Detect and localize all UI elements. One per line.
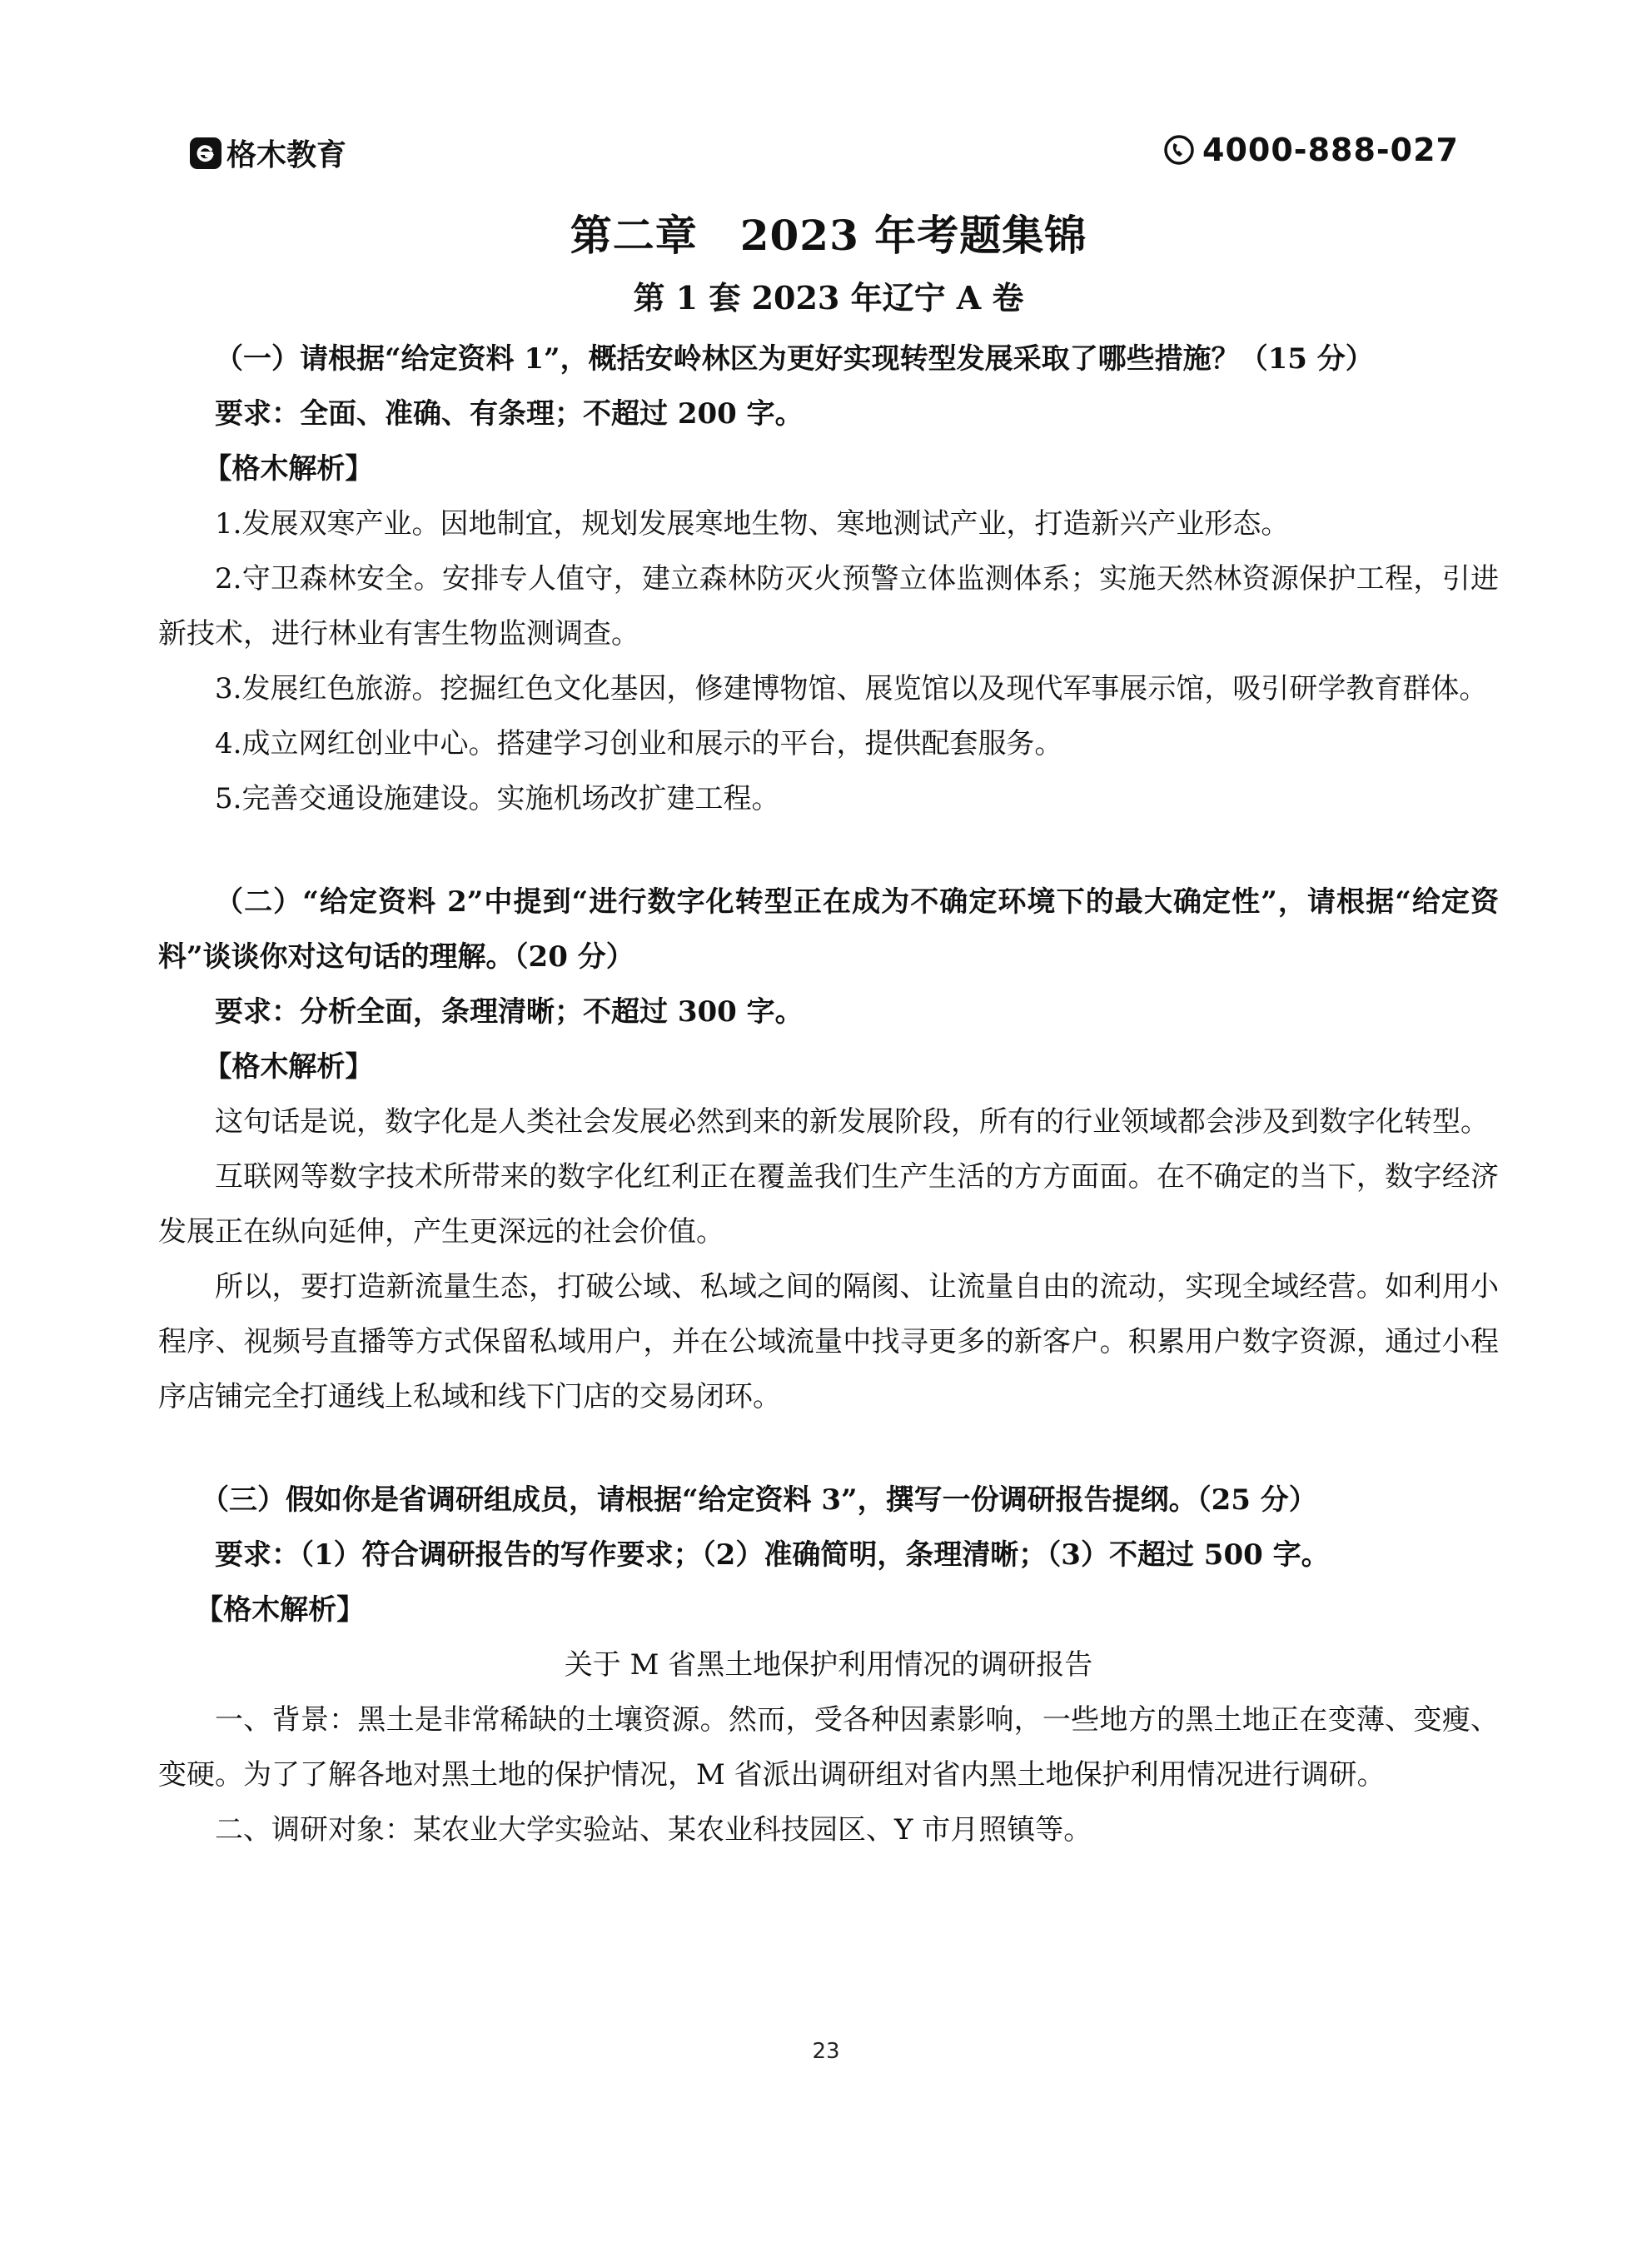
question-text: （三）假如你是省调研组成员，请根据“给定资料 3”，撰写一份调研报告提纲。（25 分） bbox=[201, 1483, 1317, 1517]
answer-paragraph: 二、调研对象：某农业大学实验站、某农业科技园区、Y 市月照镇等。 bbox=[215, 1813, 1092, 1847]
question-text: （一）请根据“给定资料 1”，概括安岭林区为更好实现转型发展采取了哪些措施？（15 分） bbox=[215, 342, 1374, 376]
section-spacer bbox=[158, 826, 1499, 875]
analysis-label: 【格木解析】 bbox=[203, 1050, 374, 1084]
phone-number: 4000-888-027 bbox=[1202, 132, 1459, 168]
page-number: 23 bbox=[812, 2039, 840, 2064]
answer-point: 1.发展双寒产业。因地制宜，规划发展寒地生物、寒地测试产业，打造新兴产业形态。 bbox=[215, 507, 1290, 541]
question-2 bbox=[158, 875, 1499, 1424]
question-requirement: 要求：分析全面，条理清晰；不超过 300 字。 bbox=[215, 995, 804, 1029]
question-requirement: 要求：全面、准确、有条理；不超过 200 字。 bbox=[215, 397, 804, 431]
brand-logo bbox=[190, 132, 346, 174]
answer-paragraph: 一、背景：黑土是非常稀缺的土壤资源。然而，受各种因素影响，一些地方的黑土地正在变薄、变瘦、变硬。为了了解各地对黑土地的保护情况，M 省派出调研组对省内黑土地保护利用情况进行调研。 bbox=[158, 1703, 1499, 1792]
answer-point: 4.成立网红创业中心。搭建学习创业和展示的平台，提供配套服务。 bbox=[215, 727, 1063, 760]
hotline bbox=[1162, 132, 1459, 168]
e-logo-icon bbox=[190, 137, 221, 169]
document-body bbox=[158, 193, 1499, 1857]
analysis-label: 【格木解析】 bbox=[195, 1593, 366, 1627]
answer-point: 5.完善交通设施建设。实施机场改扩建工程。 bbox=[215, 782, 780, 815]
answer-paragraph: 所以，要打造新流量生态，打破公域、私域之间的隔阂、让流量自由的流动，实现全域经营。如利用小程序、视频号直播等方式保留私域用户，并在公域流量中找寻更多的新客户。积累用户数字资源，通过小程序店铺完全打通线上私域和线下门店的交易闭环。 bbox=[158, 1270, 1499, 1413]
report-title: 关于 M 省黑土地保护利用情况的调研报告 bbox=[564, 1648, 1093, 1682]
answer-paragraph: 互联网等数字技术所带来的数字化红利正在覆盖我们生产生活的方方面面。在不确定的当下，数字经济发展正在纵向延伸，产生更深远的社会价值。 bbox=[158, 1160, 1499, 1249]
answer-point: 2.守卫森林安全。安排专人值守，建立森林防灭火预警立体监测体系；实施天然林资源保护工程，引进新技术，进行林业有害生物监测调查。 bbox=[158, 562, 1499, 650]
analysis-label: 【格木解析】 bbox=[203, 452, 374, 486]
section-spacer bbox=[158, 1424, 1499, 1473]
answer-paragraph: 这句话是说，数字化是人类社会发展必然到来的新发展阶段，所有的行业领域都会涉及到数字化转型。 bbox=[215, 1105, 1489, 1139]
question-requirement: 要求：（1）符合调研报告的写作要求；（2）准确简明，条理清晰；（3）不超过 500 字。 bbox=[215, 1538, 1330, 1572]
page-header bbox=[0, 0, 1652, 200]
chapter-title: 第二章 2023 年考题集锦 bbox=[570, 211, 1087, 260]
question-1 bbox=[158, 331, 1499, 826]
phone-icon bbox=[1162, 133, 1196, 167]
question-3 bbox=[158, 1473, 1499, 1857]
question-text: （二）“给定资料 2”中提到“进行数字化转型正在成为不确定环境下的最大确定性”，请根据“给定资料”谈谈你对这句话的理解。（20 分） bbox=[158, 885, 1499, 974]
logo-text: 格木教育 bbox=[226, 138, 347, 172]
answer-point: 3.发展红色旅游。挖掘红色文化基因，修建博物馆、展览馆以及现代军事展示馆，吸引研学教育群体。 bbox=[215, 672, 1488, 705]
set-title: 第 1 套 2023 年辽宁 A 卷 bbox=[633, 279, 1024, 317]
